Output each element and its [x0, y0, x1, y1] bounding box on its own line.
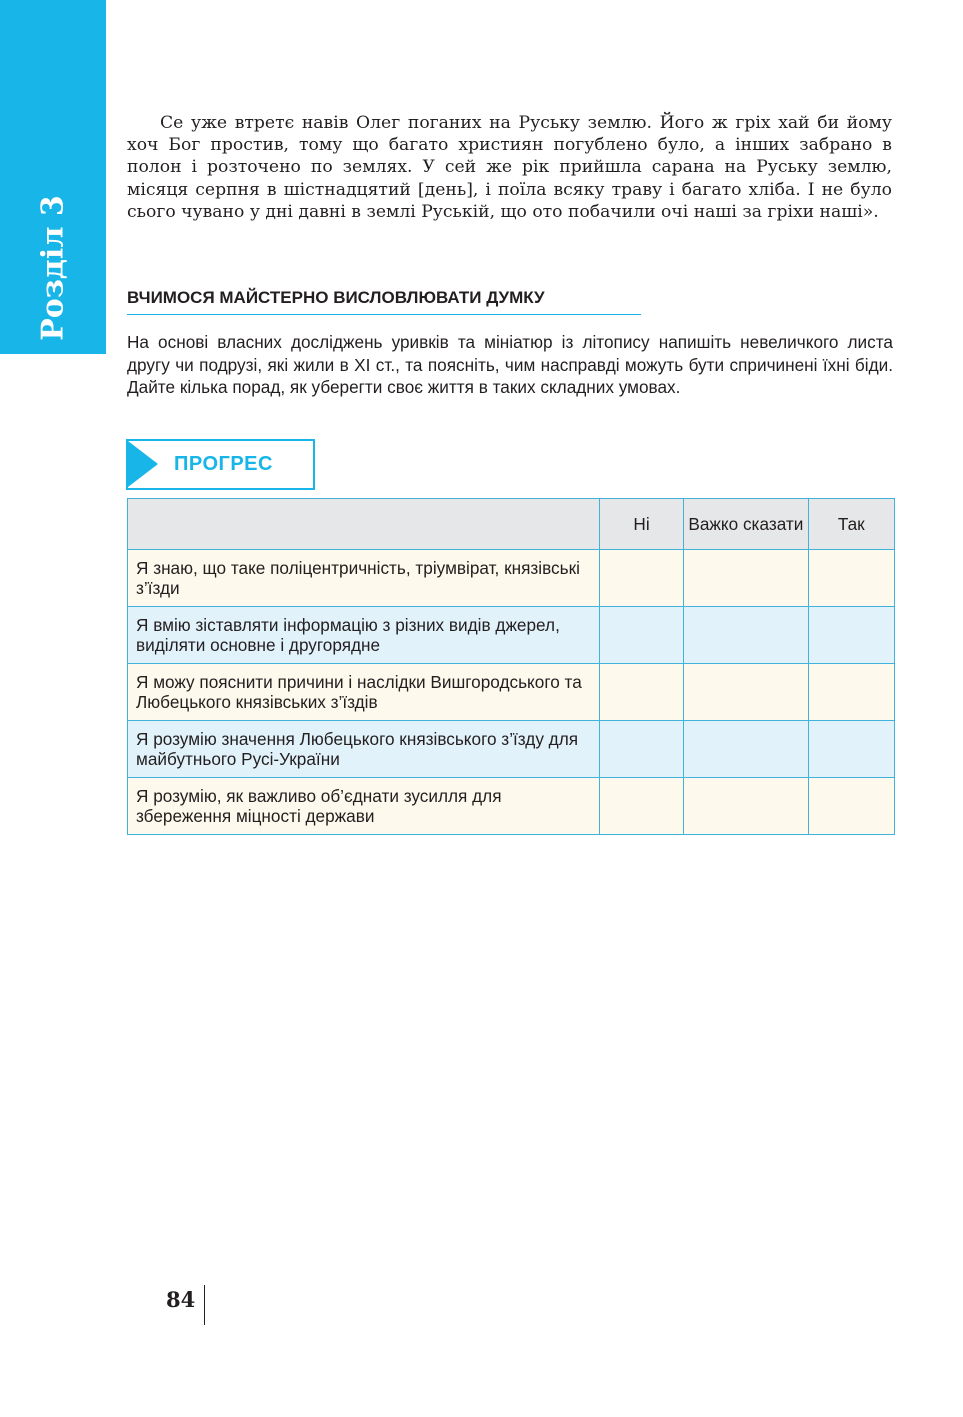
answer-cell-no[interactable]	[599, 607, 683, 664]
page-number-divider	[204, 1285, 205, 1325]
progress-label: ПРОГРЕС	[174, 453, 273, 475]
progress-banner	[126, 439, 315, 490]
page-number: 84	[166, 1287, 196, 1312]
answer-cell-yes[interactable]	[808, 721, 894, 778]
answer-cell-no[interactable]	[599, 778, 683, 835]
statement-cell: Я розумію, як важливо об’єднати зусилля для збереження міцності держави	[128, 778, 600, 835]
answer-cell-yes[interactable]	[808, 664, 894, 721]
table-row	[128, 664, 895, 721]
section-heading-underline	[127, 314, 641, 315]
table-row	[128, 721, 895, 778]
writing-task: На основі власних досліджень уривків та мініатюр із літопису напишіть невеличкого листа другу чи подрузі, які жили в XI ст., та поясніть, чим насправді можуть бути спричинені їхні біди. Дайте кілька порад, як уберегти своє життя в таких складних умовах.	[127, 332, 893, 397]
chapter-side-tab	[0, 0, 106, 354]
statement-cell: Я розумію значення Любецького князівського з’їзду для майбутнього Русі-України	[128, 721, 600, 778]
answer-cell-yes[interactable]	[808, 607, 894, 664]
answer-cell-hard-to-say[interactable]	[684, 607, 808, 664]
answer-cell-yes[interactable]	[808, 778, 894, 835]
answer-cell-hard-to-say[interactable]	[684, 721, 808, 778]
answer-cell-hard-to-say[interactable]	[684, 550, 808, 607]
header-hard-to-say: Важко сказати	[684, 499, 808, 550]
answer-cell-no[interactable]	[599, 550, 683, 607]
statement-cell: Я вмію зіставляти інформацію з різних видів джерел, виділяти основне і другорядне	[128, 607, 600, 664]
table-header-row	[128, 499, 895, 550]
chapter-label: Розділ 3	[35, 195, 71, 341]
answer-cell-hard-to-say[interactable]	[684, 664, 808, 721]
table-row	[128, 607, 895, 664]
header-statement	[128, 499, 600, 550]
section-heading: ВЧИМОСЯ МАЙСТЕРНО ВИСЛОВЛЮВАТИ ДУМКУ	[127, 288, 545, 307]
header-yes: Так	[808, 499, 894, 550]
answer-cell-no[interactable]	[599, 721, 683, 778]
chronicle-quote	[127, 112, 892, 223]
answer-cell-yes[interactable]	[808, 550, 894, 607]
statement-cell: Я можу пояснити причини і наслідки Вишгородського та Любецького князівських з’їздів	[128, 664, 600, 721]
table-row	[128, 550, 895, 607]
answer-cell-no[interactable]	[599, 664, 683, 721]
self-assessment-table	[127, 498, 895, 835]
table-row	[128, 778, 895, 835]
quote-text: Се уже втретє навів Олег поганих на Руську землю. Його ж гріх хай би йому хоч Бог простив, тому що багато християн погублено було, а інших забрано в полон і розточено по землях. У сей же рік прийшла сарана на Руську землю, місяця серпня в шістнадцятий [день], і поїла всяку траву і багато хліба. І не було сього чувано у дні давні в землі Руській, що ото побачили очі наші за гріхи наші».	[127, 113, 892, 222]
statement-cell: Я знаю, що таке поліцентричність, тріумвірат, князівські з’їзди	[128, 550, 600, 607]
header-no: Ні	[599, 499, 683, 550]
answer-cell-hard-to-say[interactable]	[684, 778, 808, 835]
arrow-right-icon	[128, 441, 158, 487]
